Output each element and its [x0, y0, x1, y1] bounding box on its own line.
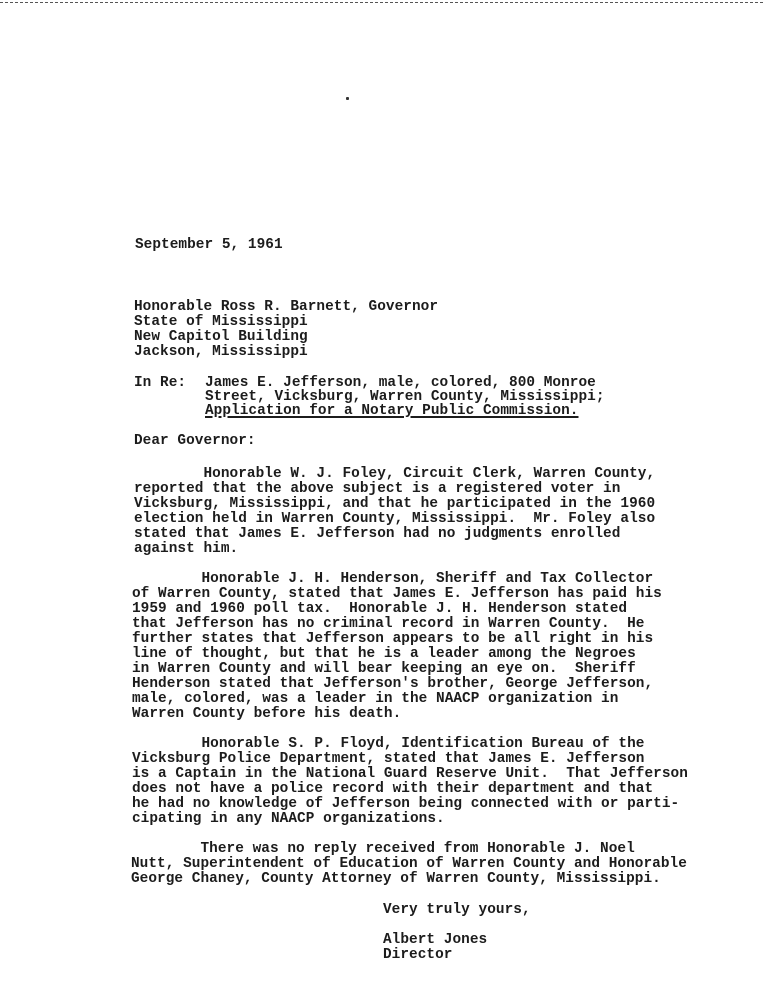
body-line: Vicksburg, Mississippi, and that he participated in the 1960	[134, 496, 656, 512]
subject-line: Street, Vicksburg, Warren County, Mississippi;	[205, 389, 605, 405]
closing: Very truly yours,	[383, 902, 531, 918]
body-line: Vicksburg Police Department, stated that James E. Jefferson	[132, 751, 645, 767]
body-line: election held in Warren County, Mississippi. Mr. Foley also	[134, 511, 656, 527]
body-line: Honorable W. J. Foley, Circuit Clerk, Warren County,	[134, 466, 656, 482]
re-label: In Re:	[134, 375, 187, 391]
address-line: New Capitol Building	[134, 329, 308, 345]
body-line: cipating in any NAACP organizations.	[132, 811, 445, 827]
body-line: further states that Jefferson appears to be all right in his	[132, 631, 654, 647]
body-line: stated that James E. Jefferson had no judgments enrolled	[134, 526, 621, 542]
body-line: line of thought, but that he is a leader among the Negroes	[132, 646, 636, 662]
salutation: Dear Governor:	[134, 433, 256, 449]
body-line: Henderson stated that Jefferson's brother, George Jefferson,	[132, 676, 654, 692]
body-line: he had no knowledge of Jefferson being connected with or parti-	[132, 796, 680, 812]
signer-name: Albert Jones	[383, 932, 488, 948]
body-line: reported that the above subject is a registered voter in	[134, 481, 621, 497]
body-line: Honorable S. P. Floyd, Identification Bureau of the	[132, 736, 645, 752]
body-line: of Warren County, stated that James E. Jefferson has paid his	[132, 586, 662, 602]
body-line: There was no reply received from Honorable J. Noel	[131, 841, 635, 857]
body-line: in Warren County and will bear keeping an eye on. Sheriff	[132, 661, 636, 677]
body-line: Warren County before his death.	[132, 706, 402, 722]
letter-date: September 5, 1961	[135, 237, 283, 253]
top-edge-rule	[0, 2, 763, 3]
scan-speck	[346, 97, 349, 100]
address-line: Jackson, Mississippi	[134, 344, 308, 360]
body-line: male, colored, was a leader in the NAACP organization in	[132, 691, 619, 707]
body-line: is a Captain in the National Guard Reserve Unit. That Jefferson	[132, 766, 688, 782]
body-line: against him.	[134, 541, 239, 557]
subject-line: James E. Jefferson, male, colored, 800 Monroe	[205, 375, 596, 391]
address-line: State of Mississippi	[134, 314, 308, 330]
subject-line: Application for a Notary Public Commission.	[205, 403, 579, 419]
body-line: does not have a police record with their department and that	[132, 781, 654, 797]
body-line: George Chaney, County Attorney of Warren County, Mississippi.	[131, 871, 661, 887]
body-line: Nutt, Superintendent of Education of Warren County and Honorable	[131, 856, 687, 872]
body-line: Honorable J. H. Henderson, Sheriff and Tax Collector	[132, 571, 654, 587]
body-line: that Jefferson has no criminal record in Warren County. He	[132, 616, 645, 632]
address-line: Honorable Ross R. Barnett, Governor	[134, 299, 439, 315]
signer-title: Director	[383, 947, 453, 963]
body-line: 1959 and 1960 poll tax. Honorable J. H. Henderson stated	[132, 601, 628, 617]
